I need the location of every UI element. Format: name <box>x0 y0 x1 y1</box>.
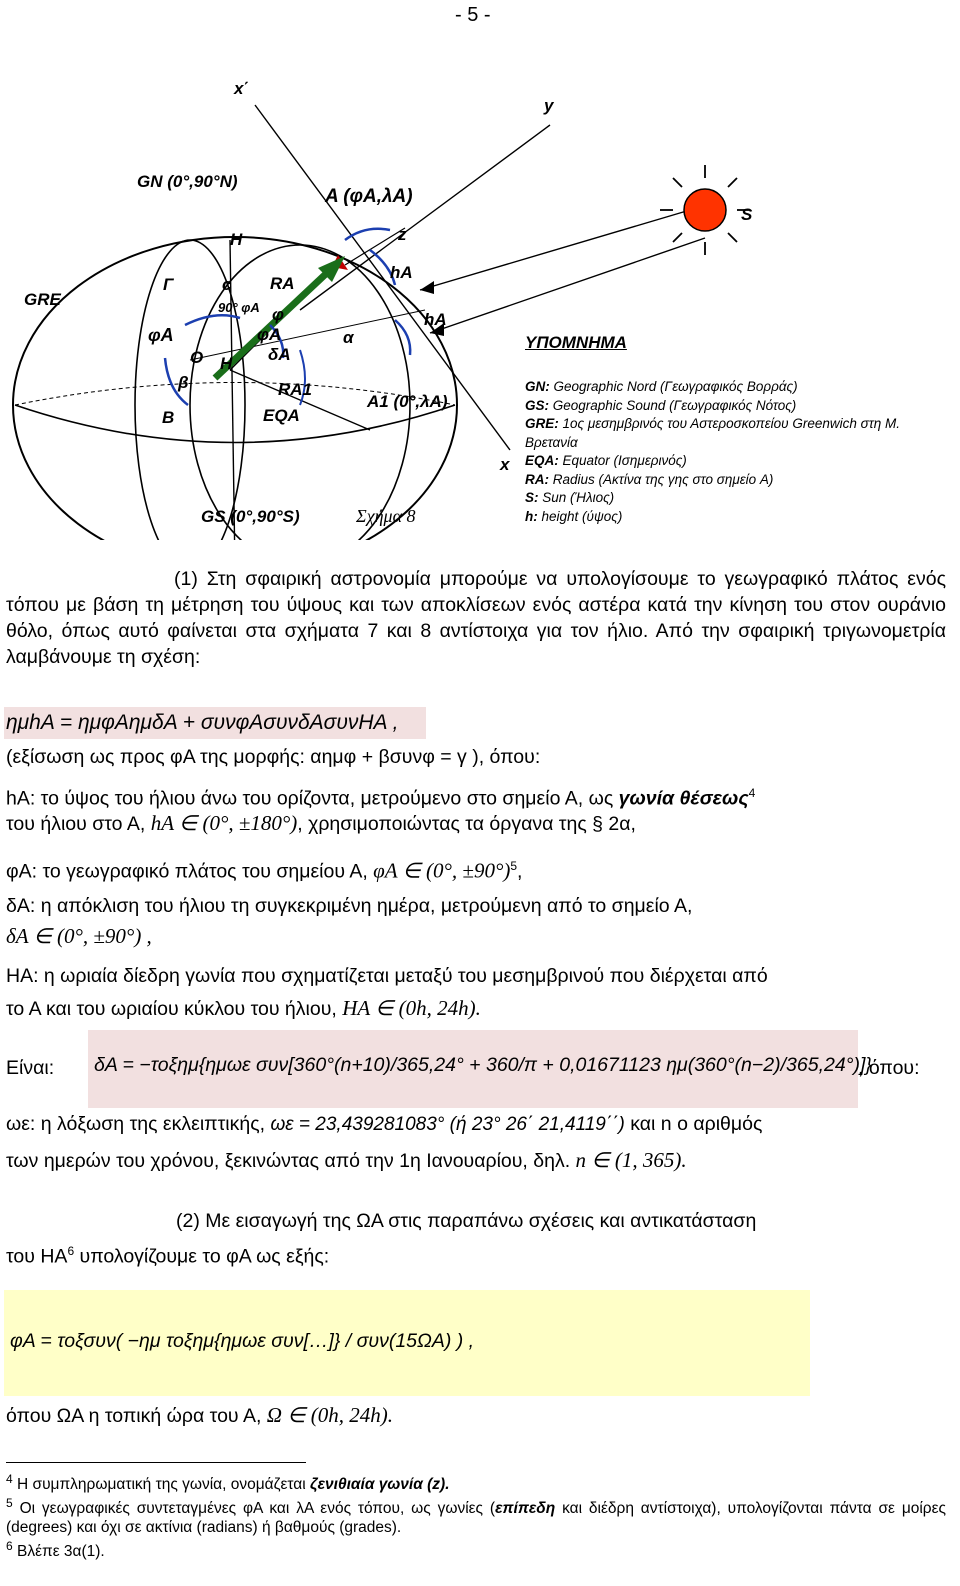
label-phi-a-left: φA <box>148 325 174 345</box>
paragraph-2b: του $HA^6$ υπολογίζουμε το φA ως εξής: <box>6 1244 330 1268</box>
page-number: - 5 - <box>455 4 491 26</box>
label-gamma: Γ <box>163 275 174 294</box>
label-x-prime: x΄ <box>234 79 250 98</box>
omega-local-line: όπου ΩA η τοπική ώρα του Α, Ω ∈ (0h, 24h). <box>6 1403 394 1427</box>
sun-icon <box>660 165 753 255</box>
label-z: z <box>398 225 407 244</box>
legend-item: GN: Geographic Nord (Γεωγραφικός Βορράς) <box>525 379 798 394</box>
H-range-line: το Α και του ωριαίου κύκλου του ήλιου, HA ∈ (0h, 24h). <box>6 996 481 1020</box>
footnotes <box>6 1470 946 1561</box>
delta-range: δA ∈ (0°, ±90°) , <box>6 924 152 948</box>
label-h-upper: H <box>230 230 243 249</box>
label-b: B <box>162 408 175 427</box>
legend-item: RA: Radius (Ακτίνα της γης στο σημείο A) <box>525 471 774 487</box>
label-gs: GS (0°,90°S) <box>201 507 300 526</box>
label-ra1: RA1 <box>278 380 313 399</box>
label-h-lower: H <box>220 354 233 373</box>
form-line: (εξίσωση ως προς φA της μορφής: αημφ + βσυνφ = γ ), όπου: <box>6 746 541 768</box>
equation-1: ημhA = ημφAημδA + συνφAσυνδAσυνHA , <box>4 707 426 739</box>
legend-item: S: Sun (Ήλιος) <box>525 490 615 505</box>
label-beta: β <box>178 373 189 392</box>
ha-definition: hA: το ύψος του ήλιου άνω του ορίζοντα, μετρούμενο στο σημείο Α, ως γωνία θέσεως$^4$ <box>6 786 756 810</box>
delta-definition: δA: η απόκλιση του ήλιου τη συγκεκριμένη ημέρα, μετρούμενη από το σημείο Α, <box>6 895 693 917</box>
phi-definition: φA: το γεωγραφικό πλάτος του σημείου Α, φA ∈ (0°, ±90°)$^5$, <box>6 858 523 883</box>
legend-list <box>525 378 935 526</box>
label-alpha: α <box>343 328 354 347</box>
omega-line: ωε: η λόξωση της εκλειπτικής, ωε = 23,439281083° (ή 23° 26΄ 21,4119΄΄) και n ο αριθμός <box>6 1113 763 1135</box>
delta-equation-box <box>88 1030 872 1108</box>
legend-item: GRE: 1ος μεσημβρινός του Αστεροσκοπείου Greenwich στη Μ. Βρετανία <box>525 416 901 450</box>
phi-equation: φA = τοξσυν( −ημ τοξημ{ημωε συν[…]} / συν(15ΩA) ) , <box>10 1330 475 1352</box>
label-phi-a-inner: φA <box>257 325 282 344</box>
legend-title: ΥΠΟΜΝΗΜΑ <box>525 333 627 352</box>
legend-item: GS: Geographic Sound (Γεωγραφικός Νότος) <box>525 397 797 413</box>
legend-item: EQA: Equator (Ισημερινός) <box>525 453 687 468</box>
ha-range-line: του ήλιου στο Α, hA ∈ (0°, ±180°), χρησιμοποιώντας τα όργανα της § 2α, <box>6 811 636 835</box>
label-eqa: EQA <box>263 406 300 425</box>
phi-equation-box <box>4 1290 810 1396</box>
label-ha-big: hA <box>424 310 447 329</box>
einai-label: Είναι: <box>6 1057 55 1079</box>
opou-label: , όπου: <box>858 1057 920 1079</box>
label-gre: GRE <box>24 290 61 309</box>
figure-caption: Σχήμα 8 <box>356 506 416 526</box>
label-point-a: A (φA,λA) <box>325 186 413 207</box>
label-gn: GN (0°,90°N) <box>137 172 238 191</box>
footnote-4: $^4$ Η συμπληρωματική της γωνία, ονομάζεται ζενιθιαία γωνία (z). <box>6 1472 450 1494</box>
days-line: των ημερών του χρόνου, ξεκινώντας από την 1η Ιανουαρίου, δηλ. n ∈ (1, 365). <box>6 1148 687 1172</box>
delta-equation: δA = −τοξημ{ημωε συν[360°(n+10)/365,24° + 360/π + 0,01671123 ημ(360°(n−2)/365,24°)]} <box>94 1054 872 1076</box>
label-y: y <box>544 96 554 115</box>
label-c: c <box>222 275 232 294</box>
label-ha-small: hA <box>390 263 413 282</box>
footnote-5: $^5$ Οι γεωγραφικές συντεταγμένες φA και λA ενός τόπου, ως γωνίες (επίπεδη και διέδρη αντίστοιχα), υπολογίζονται πάντα σε μοίρες (degrees) και όχι σε ακτίνια (radians) ή βαθμούς (grades). <box>6 1496 947 1537</box>
label-a1: A1 (0°,λA) <box>367 392 448 411</box>
legend-item: h: height (ύψος) <box>525 508 623 524</box>
H-definition: HA: η ωριαία δίεδρη γωνία που σχηματίζεται μεταξύ του μεσημβρινού που διέρχεται από <box>6 965 768 987</box>
footnote-6: $^6$ Βλέπε 3α(1). <box>6 1539 105 1561</box>
label-o: O <box>190 348 204 367</box>
label-phi-small: φ <box>272 305 284 324</box>
label-ninety: 90° φA <box>218 300 260 315</box>
label-s: S <box>741 205 753 224</box>
paragraph-2a: (2) Με εισαγωγή της ΩA στις παραπάνω σχέσεις και αντικατάσταση <box>176 1210 757 1232</box>
paragraph-1: (1) Στη σφαιρική αστρονομία μπορούμε να υπολογίσουμε το γεωγραφικό πλάτος ενός τόπου με βάση τη μέτρηση του ύψους και των αποκλίσεων ενός αστέρα κατά την κίνηση του στον ουράνιο θόλο, όπως αυτό φαίνεται στα σχήματα 7 και 8 αντίστοιχα για τον ήλιο. Από την σφαιρική τριγωνομετρία λαμβάνουμε τη σχέση: <box>6 568 946 668</box>
label-x-bottom: x <box>500 455 510 474</box>
footnote-separator <box>6 1462 306 1463</box>
label-ra: RA <box>270 274 295 293</box>
label-delta-a: δA <box>268 345 291 364</box>
